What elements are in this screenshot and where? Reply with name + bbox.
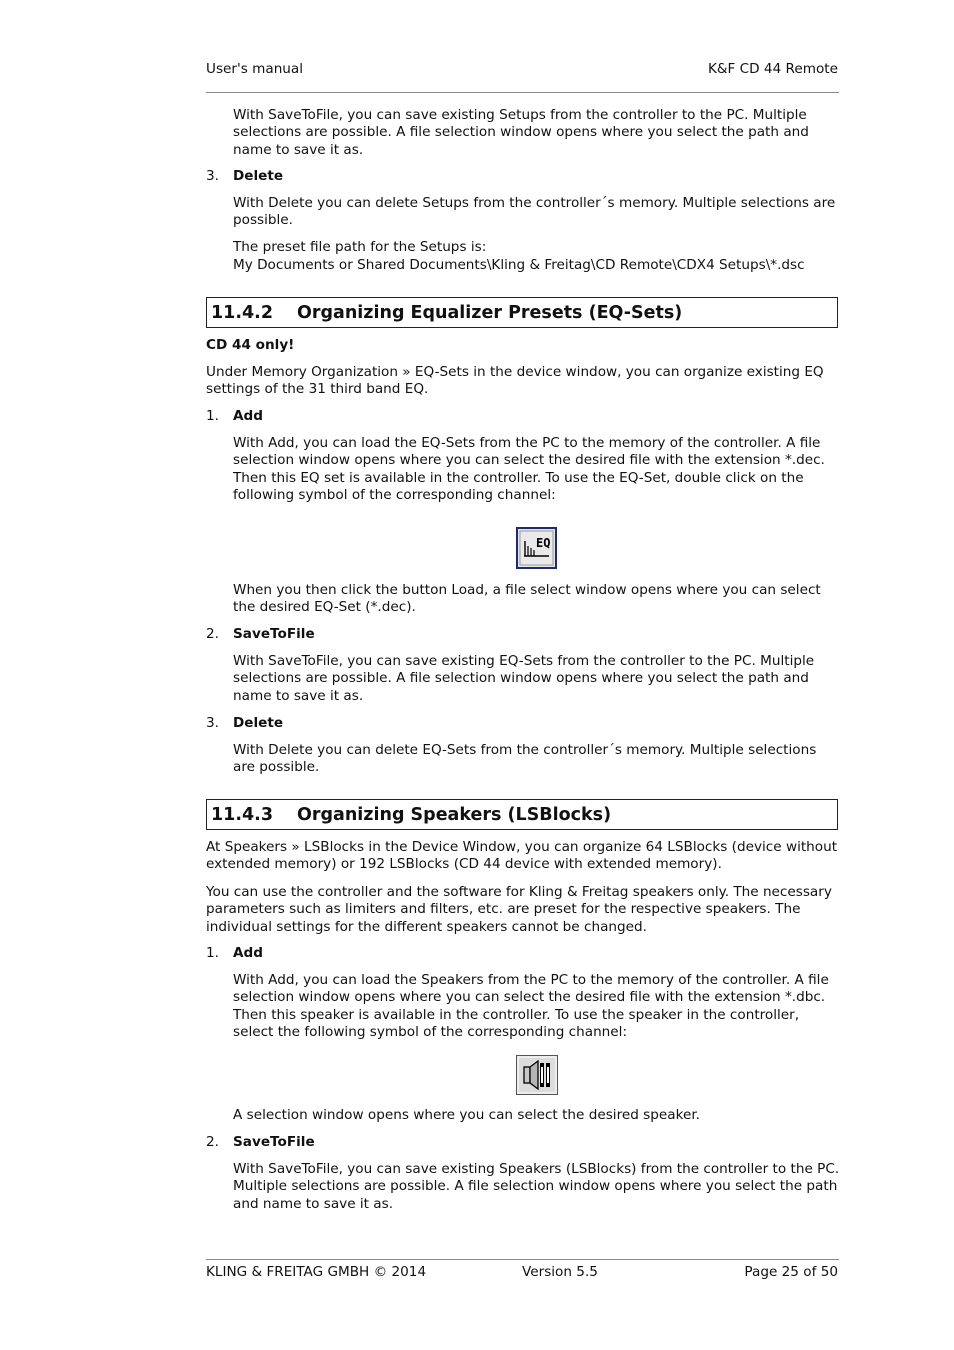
speaker-channel-icon[interactable] bbox=[516, 1055, 558, 1095]
list-number: 2. bbox=[206, 1134, 219, 1150]
list-item-label: Delete bbox=[233, 715, 284, 731]
ls-savetofile-text: With SaveToFile, you can save existing Speakers (LSBlocks) from the controller to the PC. Multiple selections are possible. A file selection window opens where you select the path and name to save it as. bbox=[233, 1161, 840, 1212]
eq-channel-icon[interactable] bbox=[516, 527, 557, 569]
eq-note: CD 44 only! bbox=[206, 337, 295, 353]
list-item-label: Add bbox=[233, 408, 263, 424]
section-number: 11.4.3 bbox=[211, 805, 274, 825]
list-item-label: SaveToFile bbox=[233, 626, 315, 642]
eq-intro: Under Memory Organization » EQ-Sets in the device window, you can organize existing EQ settings of the 31 third band EQ. bbox=[206, 364, 824, 398]
list-number: 1. bbox=[206, 945, 219, 961]
section-title: Organizing Speakers (LSBlocks) bbox=[297, 805, 612, 825]
section-heading-ls bbox=[206, 799, 838, 830]
section-title: Organizing Equalizer Presets (EQ-Sets) bbox=[297, 303, 683, 323]
setups-path-label: The preset file path for the Setups is: bbox=[233, 239, 487, 255]
eq-savetofile-text: With SaveToFile, you can save existing EQ-Sets from the controller to the PC. Multiple selections are possible. A file selection window opens where you select the path and name to save it as. bbox=[233, 653, 815, 704]
ls-intro-1: At Speakers » LSBlocks in the Device Window, you can organize 64 LSBlocks (device without extended memory) or 192 LSBlocks (CD 44 device with extended memory). bbox=[206, 839, 838, 873]
ls-add-text: With Add, you can load the Speakers from the PC to the memory of the controller. A file selection window opens where you can select the desired file with the extension *.dbc. Then this speaker is available in the controller. To use the speaker in the controller, select the following symbol of the corresponding channel: bbox=[233, 972, 829, 1041]
eq-icon-label: EQ bbox=[536, 536, 551, 550]
ls-after-icon: A selection window opens where you can select the desired speaker. bbox=[233, 1107, 700, 1123]
list-item-label: Delete bbox=[233, 168, 284, 184]
list-number: 3. bbox=[206, 715, 219, 731]
footer-rule bbox=[206, 1259, 839, 1260]
header-rule bbox=[206, 92, 839, 93]
footer-company: KLING & FREITAG GMBH © 2014 bbox=[206, 1264, 427, 1280]
list-number: 2. bbox=[206, 626, 219, 642]
speaker-icon bbox=[517, 1056, 557, 1094]
setups-savetofile-text: With SaveToFile, you can save existing Setups from the controller to the PC. Multiple selections are possible. A file selection window opens where you select the path and name to save it as. bbox=[233, 107, 809, 158]
setups-delete-text: With Delete you can delete Setups from the controller´s memory. Multiple selections are possible. bbox=[233, 195, 836, 229]
list-number: 3. bbox=[206, 168, 219, 184]
footer-page-number: Page 25 of 50 bbox=[744, 1264, 838, 1280]
list-item-label: SaveToFile bbox=[233, 1134, 315, 1150]
ls-intro-2: You can use the controller and the software for Kling & Freitag speakers only. The necessary parameters such as limiters and filters, etc. are preset for the respective speakers. The individual settings for the different speakers cannot be changed. bbox=[206, 884, 832, 935]
section-heading-eq bbox=[206, 297, 838, 328]
list-item-label: Add bbox=[233, 945, 263, 961]
list-number: 1. bbox=[206, 408, 219, 424]
header-title: User's manual bbox=[206, 61, 304, 77]
eq-delete-text: With Delete you can delete EQ-Sets from the controller´s memory. Multiple selections are possible. bbox=[233, 742, 817, 776]
setups-path-value: My Documents or Shared Documents\Kling & Freitag\CD Remote\CDX4 Setups\*.dsc bbox=[233, 257, 805, 273]
header-product: K&F CD 44 Remote bbox=[707, 61, 838, 77]
eq-after-icon: When you then click the button Load, a file select window opens where you can select the desired EQ-Set (*.dec). bbox=[233, 582, 821, 616]
eq-add-text: With Add, you can load the EQ-Sets from the PC to the memory of the controller. A file selection window opens where you can select the desired file with the extension *.dec. Then this EQ set is available in the controller. To use the EQ-Set, double click on the following symbol of the corresponding channel: bbox=[233, 435, 825, 504]
section-number: 11.4.2 bbox=[211, 303, 274, 323]
footer-version: Version 5.5 bbox=[522, 1264, 598, 1280]
